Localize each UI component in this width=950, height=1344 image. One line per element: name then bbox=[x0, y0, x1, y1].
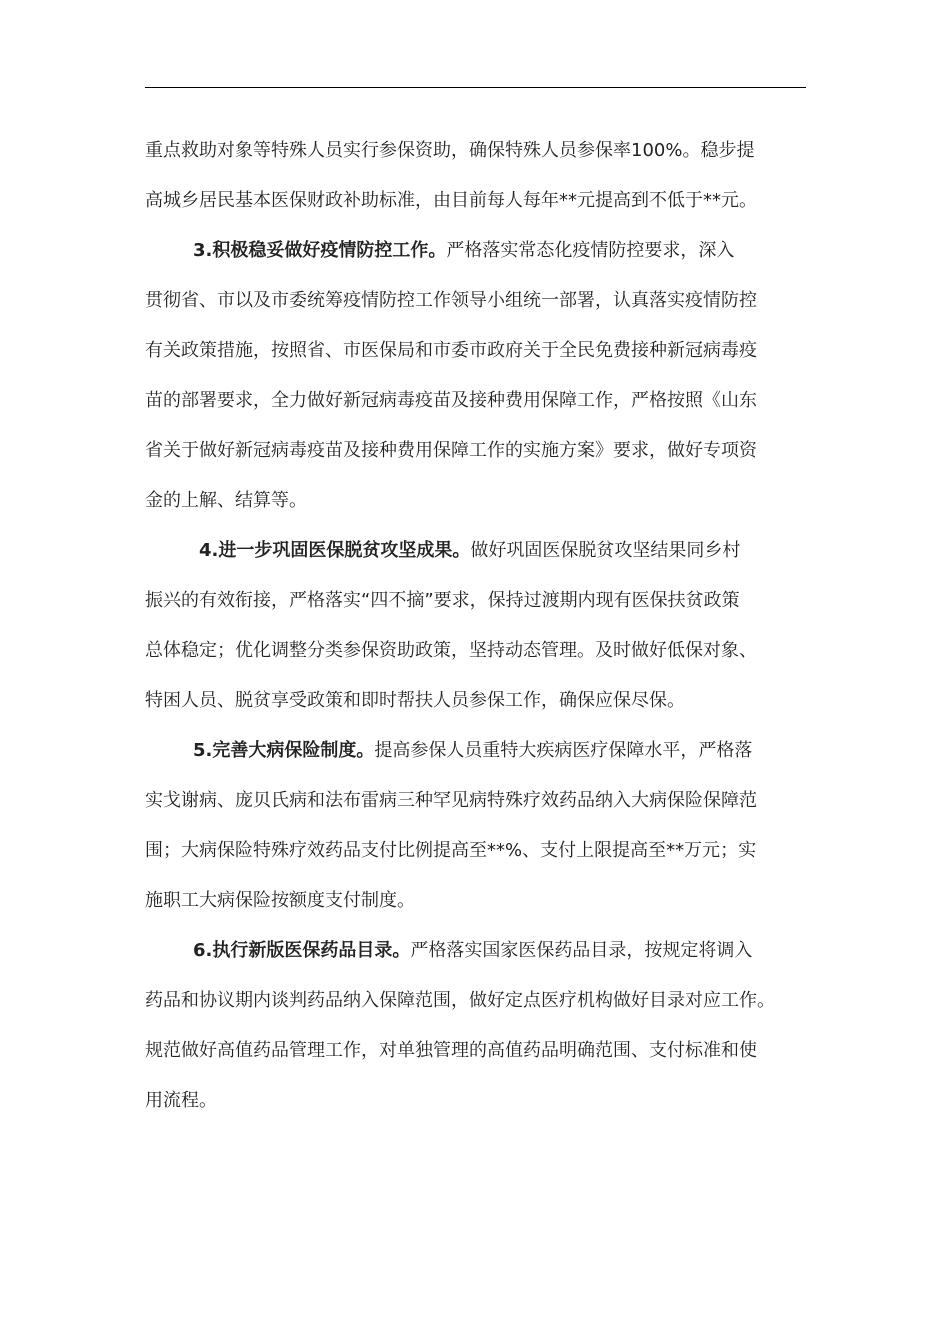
paragraph-first-line bbox=[145, 926, 806, 976]
section-heading: 6.执行新版医保药品目录。 bbox=[193, 940, 411, 961]
paragraph-text: 做好巩固医保脱贫攻坚结果同乡村 bbox=[470, 540, 741, 561]
paragraph-text: 严格落实常态化疫情防控要求，深入 bbox=[446, 240, 735, 261]
document-body bbox=[145, 126, 806, 1126]
paragraph-first-line bbox=[145, 726, 806, 776]
header-rule bbox=[145, 87, 806, 88]
section-heading: 3.积极稳妥做好疫情防控工作。 bbox=[193, 240, 447, 261]
paragraph-line: 药品和协议期内谈判药品纳入保障范围，做好定点医疗机构做好目录对应工作。 bbox=[145, 990, 775, 1011]
paragraph-line: 省关于做好新冠病毒疫苗及接种费用保障工作的实施方案》要求，做好专项资 bbox=[145, 440, 757, 461]
paragraph-first-line bbox=[145, 526, 806, 576]
paragraph-line: 施职工大病保险按额度支付制度。 bbox=[145, 890, 415, 911]
paragraph-first-line bbox=[145, 226, 806, 276]
paragraph-line: 重点救助对象等特殊人员实行参保资助，确保特殊人员参保率100%。稳步提 bbox=[145, 140, 755, 161]
paragraph-line: 有关政策措施，按照省、市医保局和市委市政府关于全民免费接种新冠病毒疫 bbox=[145, 340, 757, 361]
paragraph-line: 实戈谢病、庞贝氏病和法布雷病三种罕见病特殊疗效药品纳入大病保险保障范 bbox=[145, 790, 757, 811]
paragraph-line: 总体稳定；优化调整分类参保资助政策，坚持动态管理。及时做好低保对象、 bbox=[145, 640, 757, 661]
paragraph-line: 高城乡居民基本医保财政补助标准，由目前每人每年**元提高到不低于**元。 bbox=[145, 190, 757, 211]
paragraph-line: 围；大病保险特殊疗效药品支付比例提高至**%、支付上限提高至**万元；实 bbox=[145, 840, 757, 861]
paragraph-line: 用流程。 bbox=[145, 1090, 217, 1111]
paragraph-line: 贯彻省、市以及市委统筹疫情防控工作领导小组统一部署，认真落实疫情防控 bbox=[145, 290, 757, 311]
paragraph-line: 特困人员、脱贫享受政策和即时帮扶人员参保工作，确保应保尽保。 bbox=[145, 690, 685, 711]
paragraph-line: 金的上解、结算等。 bbox=[145, 490, 307, 511]
paragraph-line: 振兴的有效衔接，严格落实“四不摘”要求，保持过渡期内现有医保扶贫政策 bbox=[145, 590, 740, 611]
section-heading: 4.进一步巩固医保脱贫攻坚成果。 bbox=[199, 540, 471, 561]
section-heading: 5.完善大病保险制度。 bbox=[193, 740, 375, 761]
paragraph-line: 苗的部署要求，全力做好新冠病毒疫苗及接种费用保障工作，严格按照《山东 bbox=[145, 390, 757, 411]
paragraph-text: 严格落实国家医保药品目录，按规定将调入 bbox=[410, 940, 753, 961]
paragraph-text: 提高参保人员重特大疾病医疗保障水平，严格落 bbox=[374, 740, 753, 761]
paragraph-line: 规范做好高值药品管理工作，对单独管理的高值药品明确范围、支付标准和使 bbox=[145, 1040, 757, 1061]
